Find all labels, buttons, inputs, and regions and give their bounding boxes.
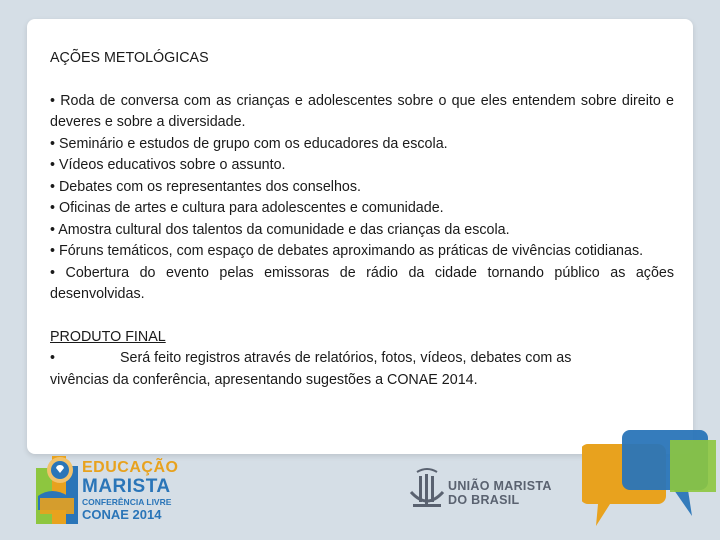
marist-line-2: DO BRASIL (448, 492, 520, 507)
marist-line-1: UNIÃO MARISTA (448, 479, 552, 493)
list-item: • Cobertura do evento pelas emissoras de rádio da cidade tornando público as ações desenvolvidas. (50, 264, 674, 302)
logo-line-1: EDUCAÇÃO (82, 459, 179, 476)
educacao-marista-wordmark (82, 460, 178, 521)
section-title-produto: PRODUTO FINAL (50, 328, 166, 345)
list-item: • Roda de conversa com as crianças e adolescentes sobre o que eles entendem sobre direito e deveres e sobre a diversidade. (50, 92, 674, 130)
logo-line-4: CONAE 2014 (82, 506, 162, 522)
list-item: • Amostra cultural dos talentos da comunidade e das crianças da escola. (50, 221, 510, 238)
produto-text-line1: Será feito registros através de relatórios, fotos, vídeos, debates com as (120, 350, 572, 366)
uniao-marista-wordmark (448, 480, 552, 506)
produto-text-line2: vivências da conferência, apresentando sugestões a CONAE 2014. (50, 371, 478, 388)
slide-content (50, 48, 674, 391)
speech-bubbles-icon (582, 430, 720, 540)
uniao-marista-emblem-icon (407, 466, 447, 512)
logo-line-3: CONFERÊNCIA LIVRE (82, 497, 172, 507)
list-item: • Oficinas de artes e cultura para adolescentes e comunidade. (50, 200, 444, 216)
list-item: • Vídeos educativos sobre o assunto. (50, 157, 286, 173)
bullet: • (50, 350, 56, 366)
list-item: • Fóruns temáticos, com espaço de debates aproximando as práticas de vivências cotidianas. (50, 243, 644, 259)
section-title-metodologicas: AÇÕES METOLÓGICAS (50, 50, 209, 66)
list-item: • Seminário e estudos de grupo com os educadores da escola. (50, 135, 448, 152)
footer (0, 430, 720, 540)
produto-text (50, 348, 674, 370)
logo-line-2: MARISTA (82, 476, 171, 497)
list-item: • Debates com os representantes dos conselhos. (50, 178, 361, 195)
